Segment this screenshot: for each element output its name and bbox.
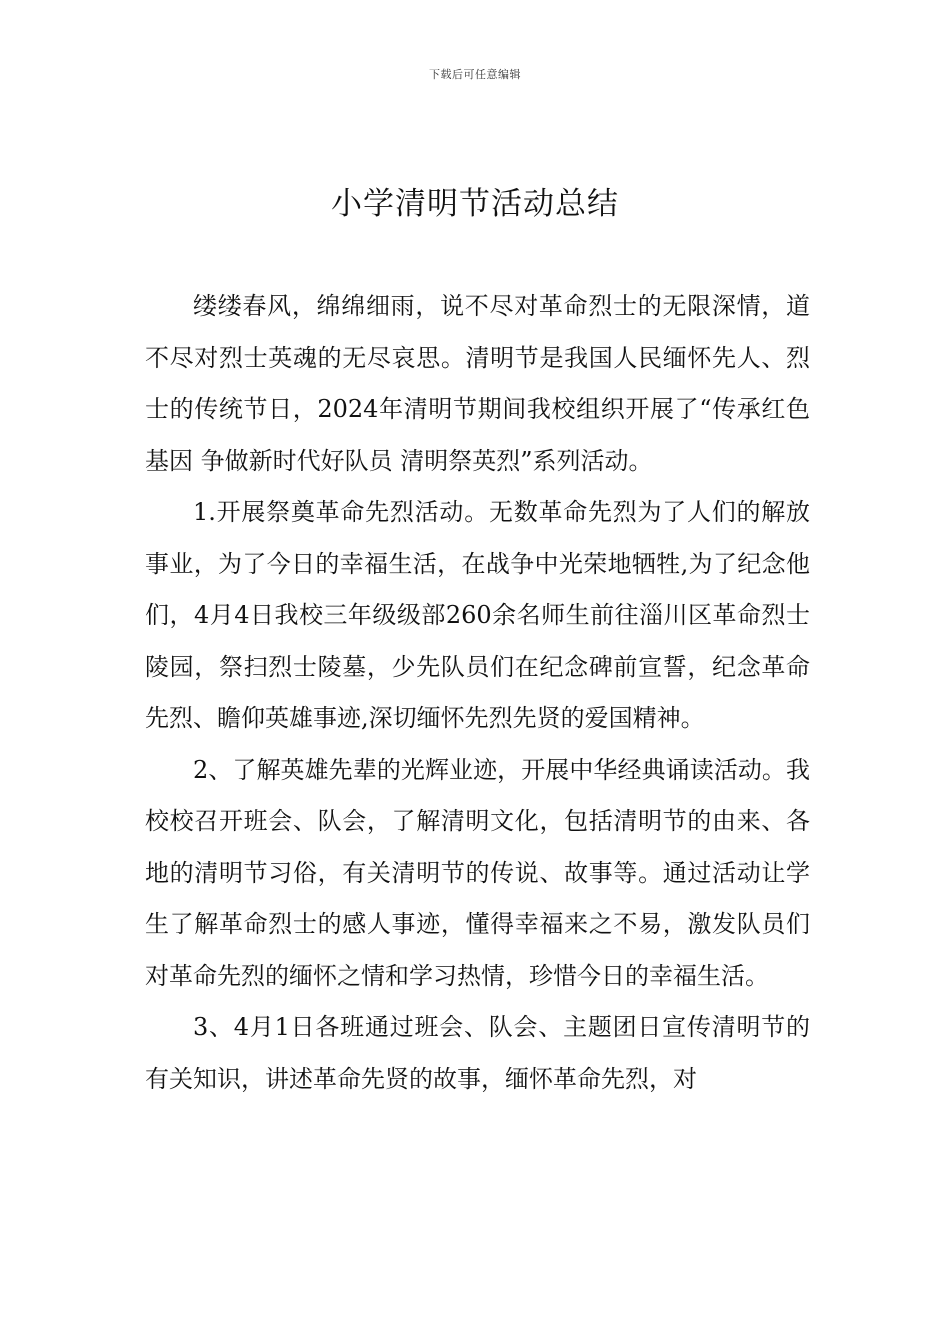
header-note: 下载后可任意编辑 [429, 68, 521, 81]
page-title: 小学清明节活动总结 [331, 186, 619, 222]
paragraph-item-1: 1.开展祭奠革命先烈活动。无数革命先烈为了人们的解放事业，为了今日的幸福生活，在战争中光荣地牺牲,为了纪念他们，4月4日我校三年级级部260余名师生前往淄川区革命烈士陵园，祭扫烈士陵墓，少先队员们在纪念碑前宣誓，纪念革命先烈、瞻仰英雄事迹,深切缅怀先烈先贤的爱国精神。 [145, 498, 810, 732]
paragraph-item-3: 3、4月1日各班通过班会、队会、主题团日宣传清明节的有关知识，讲述革命先贤的故事，缅怀革命先烈，对 [145, 1013, 810, 1093]
document-body [145, 281, 810, 1105]
paragraph-item-2: 2、了解英雄先辈的光辉业迹，开展中华经典诵读活动。我校校召开班会、队会，了解清明文化，包括清明节的由来、各地的清明节习俗，有关清明节的传说、故事等。通过活动让学生了解革命烈士的感人事迹，懂得幸福来之不易，激发队员们对革命先烈的缅怀之情和学习热情，珍惜今日的幸福生活。 [145, 755, 810, 990]
paragraph-intro: 缕缕春风，绵绵细雨，说不尽对革命烈士的无限深情，道不尽对烈士英魂的无尽哀思。清明节是我国人民缅怀先人、烈士的传统节日，2024年清明节期间我校组织开展了“传承红色基因 争做新时代好队员 清明祭英烈”系列活动。 [145, 292, 810, 475]
